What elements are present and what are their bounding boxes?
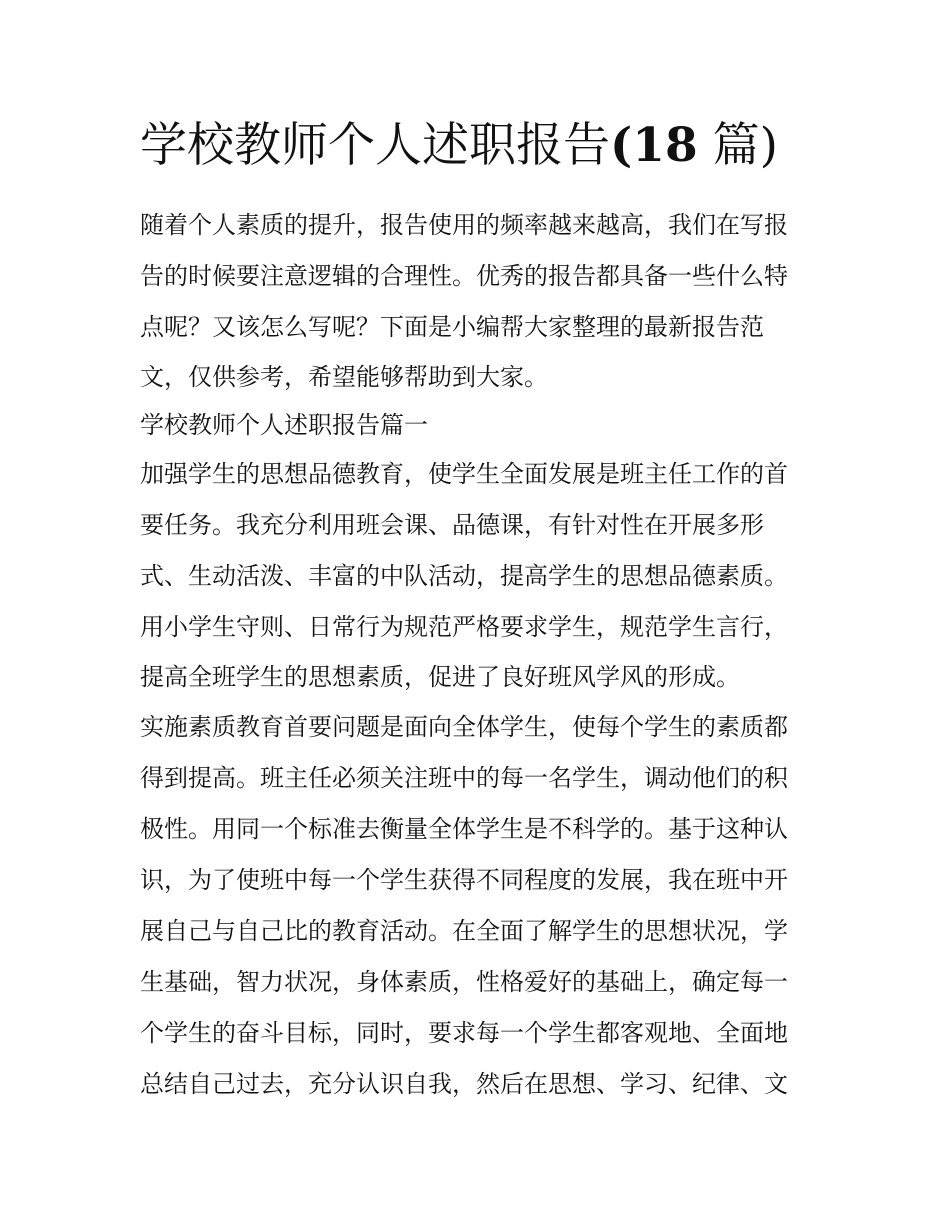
title-number: 18 [632,118,698,173]
paragraph-line: 要任务。我充分利用班会课、品德课，有针对性在开展多形 [140,511,764,539]
paragraph-line: 个学生的奋斗目标，同时，要求每一个学生都客观地、全面地 [140,1019,788,1047]
paragraph-line: 得到提高。班主任必须关注班中的每一名学生，调动他们的积 [140,764,788,792]
paragraph-line: 极性。用同一个标准去衡量全体学生是不科学的。基于这种认 [140,815,788,843]
paragraph-line: 加强学生的思想品德教育，使学生全面发展是班主任工作的首 [140,460,788,488]
section-heading: 学校教师个人述职报告篇一 [140,411,428,439]
paragraph-line: 实施素质教育首要问题是面向全体学生，使每个学生的素质都 [140,713,788,741]
intro-line: 点呢？又该怎么写呢？下面是小编帮大家整理的最新报告范 [140,313,764,341]
paragraph-line: 生基础，智力状况，身体素质，性格爱好的基础上，确定每一 [140,968,788,996]
paragraph-line: 式、生动活泼、丰富的中队活动，提高学生的思想品德素质。 [140,562,788,590]
document-body [140,200,820,1110]
title-suffix: 篇) [697,118,778,173]
paragraph-line: 总结自己过去，充分认识自我，然后在思想、学习、纪律、文 [140,1070,788,1098]
document-title [140,112,778,180]
intro-paragraph [140,200,820,402]
intro-line: 文，仅供参考，希望能够帮助到大家。 [140,363,548,391]
paragraph-2 [140,702,820,1110]
paragraph-line: 提高全班学生的思想素质，促进了良好班风学风的形成。 [140,663,740,691]
paragraph-line: 用小学生守则、日常行为规范严格要求学生，规范学生言行， [140,613,788,641]
title-main: 学校教师个人述职报告 [140,118,610,173]
title-paren-open: ( [610,118,633,173]
paragraph-line: 识，为了使班中每一个学生获得不同程度的发展，我在班中开 [140,866,788,894]
paragraph-line: 展自己与自己比的教育活动。在全面了解学生的思想状况，学 [140,917,788,945]
paragraph-1 [140,449,820,702]
intro-line: 告的时候要注意逻辑的合理性。优秀的报告都具备一些什么特 [140,262,788,290]
intro-line: 随着个人素质的提升，报告使用的频率越来越高，我们在写报 [140,211,788,239]
